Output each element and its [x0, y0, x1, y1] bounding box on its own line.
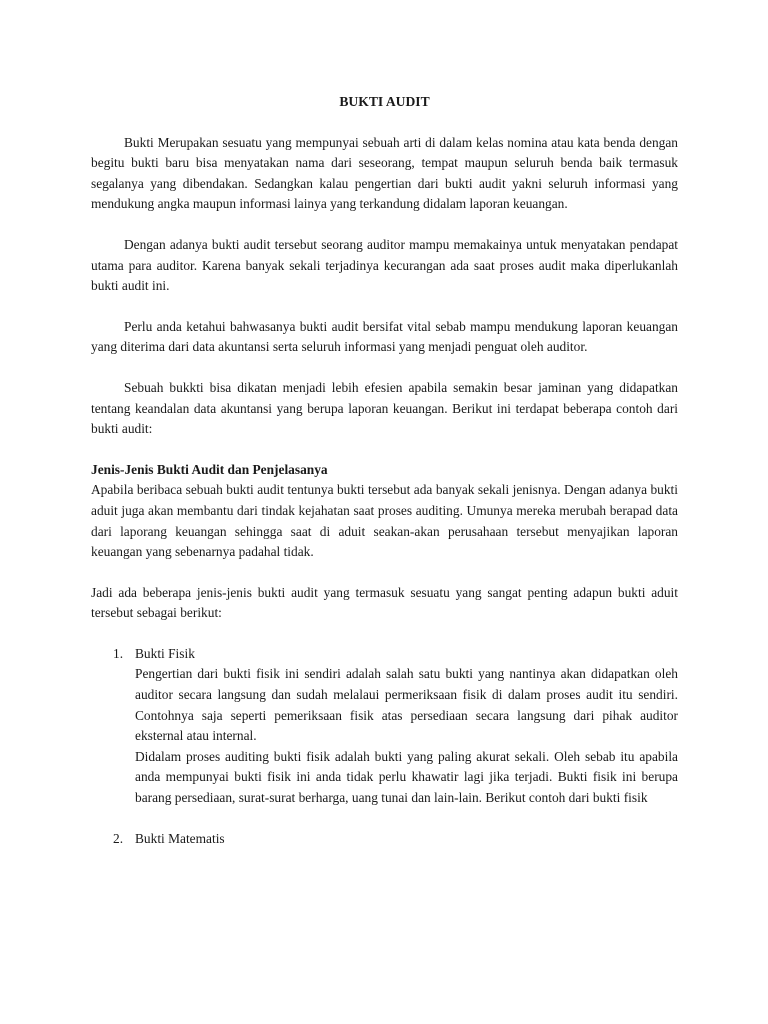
evidence-type-list: [91, 644, 678, 849]
section-heading: Jenis-Jenis Bukti Audit dan Penjelasanya: [91, 461, 328, 477]
list-item-number: 2.: [113, 830, 124, 846]
intro-paragraph-1: Bukti Merupakan sesuatu yang mempunyai sebuah arti di dalam kelas nomina atau kata benda dengan begitu bukti baru bisa menyatakan nama dari seseorang, tempat maupun seluruh benda baik termasuk segalanya yang dibendakan. Sedangkan kalau pengertian dari bukti audit yakni seluruh informasi yang mendukung angka maupun informasi lainya yang terkandung didalam laporan keuangan.: [91, 134, 678, 212]
list-item: [91, 829, 678, 850]
list-item-number: 1.: [113, 645, 124, 661]
document-title: BUKTI AUDIT: [339, 94, 430, 109]
section-paragraph-1: Apabila beribaca sebuah bukti audit tentunya bukti tersebut ada banyak sekali jenisnya. Dengan adanya bukti aduit juga akan membantu dari tindak kejahatan saat proses auditing. Umunya mereka merubah berapad data dari laporang keuangan sehingga saat di aduit seakan-akan perusahaan tersebut menyajikan laporan keuangan yang sebenarnya padahal tidak.: [91, 482, 678, 560]
list-item-body: Pengertian dari bukti fisik ini sendiri adalah salah satu bukti yang nantinya akan didapatkan oleh auditor secara langsung dan sudah melalaui permeriksaan fisik di dalam proses audit itu sendiri. Contohnya saja seperti pemeriksaan fisik atas persediaan secara langsung dari pihak auditor eksternal atau internal.: [135, 666, 678, 744]
intro-paragraph-3: Perlu anda ketahui bahwasanya bukti audit bersifat vital sebab mampu mendukung laporan keuangan yang diterima dari data akuntansi serta seluruh informasi yang menjadi penguat oleh auditor.: [91, 318, 678, 355]
section-paragraph-2: Jadi ada beberapa jenis-jenis bukti audit yang termasuk sesuatu yang sangat penting adapun bukti aduit tersebut sebagai berikut:: [91, 584, 678, 621]
list-item: [91, 644, 678, 809]
document-page: [91, 92, 678, 869]
list-item-body: Didalam proses auditing bukti fisik adalah bukti yang paling akurat sekali. Oleh sebab itu apabila anda mempunyai bukti fisik ini anda tidak perlu khawatir lagi jika terjadi. Bukti fisik ini berupa barang persediaan, surat-surat berharga, uang tunai dan lain-lain. Berikut contoh dari bukti fisik: [135, 748, 678, 806]
list-item-title: Bukti Matematis: [135, 830, 225, 846]
list-item-title: Bukti Fisik: [135, 645, 195, 661]
intro-paragraph-4: Sebuah bukkti bisa dikatan menjadi lebih efesien apabila semakin besar jaminan yang didapatkan tentang keandalan data akuntansi yang berupa laporan keuangan. Berikut ini terdapat beberapa contoh dari bukti audit:: [91, 379, 678, 437]
intro-paragraph-2: Dengan adanya bukti audit tersebut seorang auditor mampu memakainya untuk menyatakan pendapat utama para auditor. Karena banyak sekali terjadinya kecurangan ada saat proses audit maka diperlukanlah bukti audit ini.: [91, 236, 678, 294]
